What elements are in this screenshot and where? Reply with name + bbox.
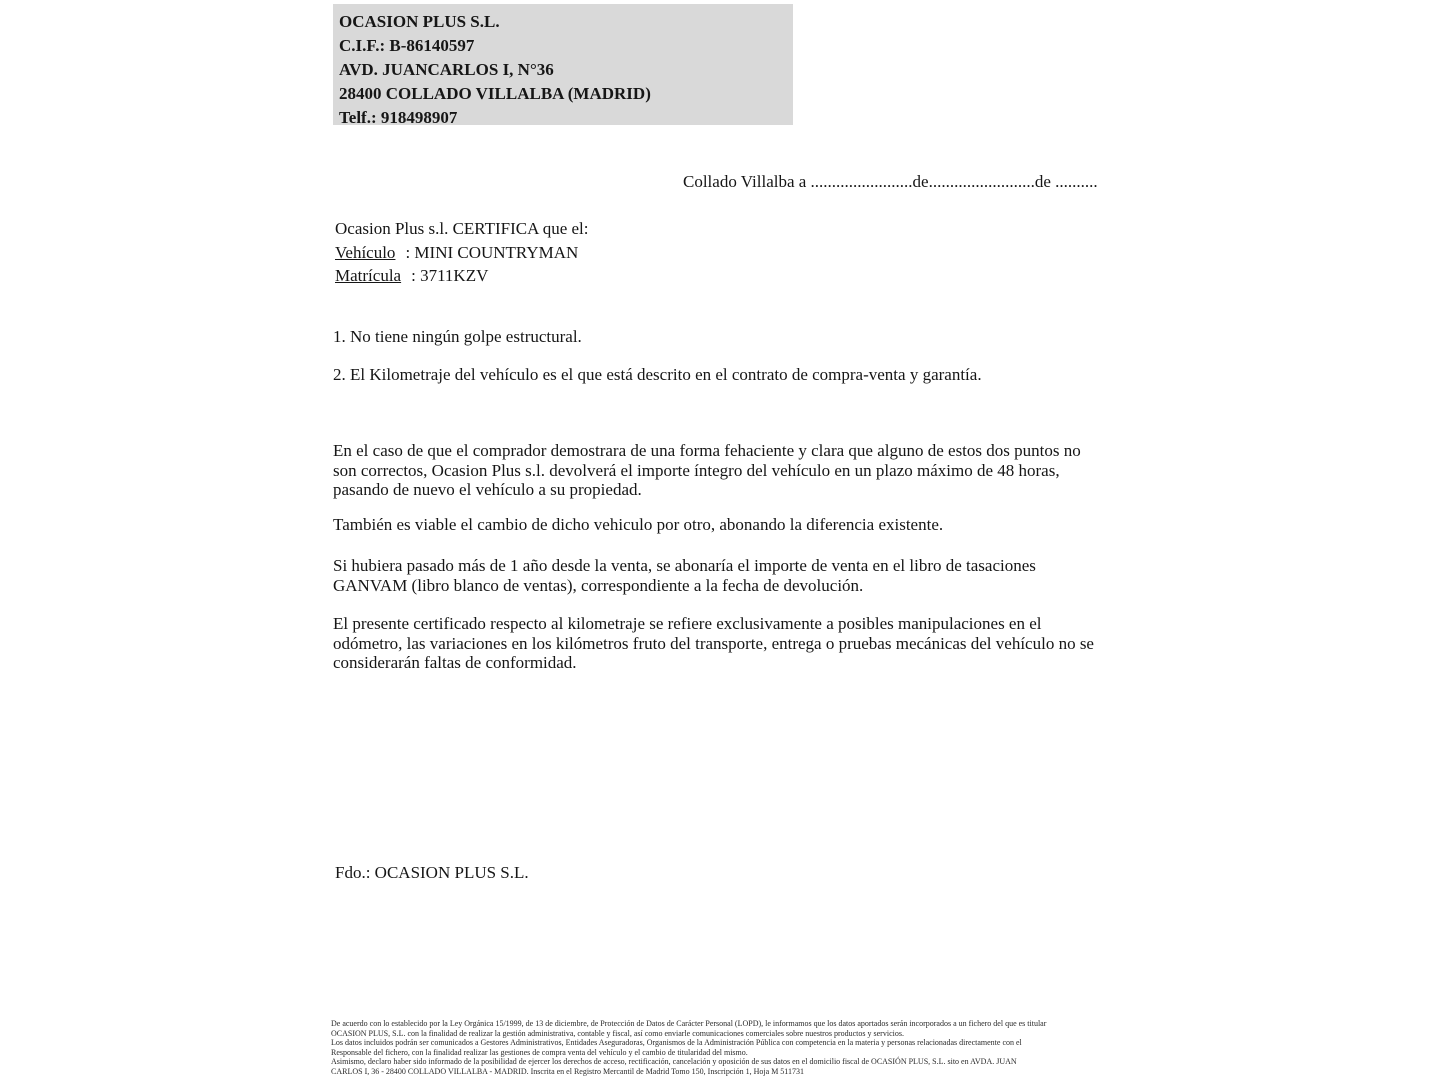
- certify-intro: Ocasion Plus s.l. CERTIFICA que el:: [335, 219, 589, 238]
- date-line: Collado Villalba a ........................de.........................de ..........: [683, 172, 1098, 191]
- footer-line: De acuerdo con lo establecido por la Ley Orgánica 15/1999, de 13 de diciembre, de Protección de Datos de Carácter Personal (LOPD), le informamos que los datos aportados serán incorporados a un fichero del que es titular: [331, 1019, 1047, 1028]
- certified-point-2: 2. El Kilometraje del vehículo es el que está descrito en el contrato de compra-venta y garantía.: [333, 365, 982, 384]
- footer-line: Responsable del fichero, con la finalidad realizar las gestiones de compra venta del vehículo y el cambio de titularidad del mismo.: [331, 1047, 748, 1057]
- vehicle-value: : MINI COUNTRYMAN: [405, 242, 579, 262]
- footer-line: Asimismo, declaro haber sido informado de la posibilidad de ejercer los derechos de acceso, rectificación, cancelación y oposición de sus datos en el domicilio fiscal de OCASIÓN PLUS, S.L. sito en AVDA. JUAN: [331, 1057, 1017, 1067]
- signature-line: Fdo.: OCASION PLUS S.L.: [335, 863, 529, 882]
- certification-block: [335, 217, 589, 288]
- footer-line: Los datos incluidos podrán ser comunicados a Gestores Administrativos, Entidades Aseguradoras, Organismos de la Administración Pública con competencia en la materia y personas relacionadas directamente con el: [331, 1038, 1022, 1048]
- vehicle-row: [335, 241, 589, 265]
- plate-value: : 3711KZV: [411, 266, 489, 285]
- company-address: AVD. JUANCARLOS I, N°36: [339, 60, 554, 79]
- plate-label: Matrícula: [335, 266, 402, 285]
- company-header-block: [333, 4, 793, 125]
- vehicle-label: Vehículo: [335, 242, 396, 262]
- paragraph-odometer-scope: El presente certificado respecto al kilometraje se refiere exclusivamente a posibles manipulaciones en el odómetro, las variaciones en los kilómetros fruto del transporte, entrega o pruebas mecánicas del vehículo no se considerarán faltas de conformidad.: [333, 614, 1094, 673]
- plate-row: [335, 264, 589, 288]
- company-cif: C.I.F.: B-86140597: [339, 36, 475, 55]
- paragraph-ganvam-valuation: Si hubiera pasado más de 1 año desde la venta, se abonaría el importe de venta en el libro de tasaciones GANVAM (libro blanco de ventas), correspondiente a la fecha de devolución.: [333, 556, 1036, 595]
- company-city: 28400 COLLADO VILLALBA (MADRID): [339, 84, 651, 103]
- footer-line: CARLOS I, 36 - 28400 COLLADO VILLALBA - MADRID. Inscrita en el Registro Mercantil de Madrid Tomo 150, Inscripción 1, Hoja M 511731: [331, 1066, 805, 1076]
- paragraph-exchange-option: También es viable el cambio de dicho vehiculo por otro, abonando la diferencia existente.: [333, 515, 944, 534]
- company-name: OCASION PLUS S.L.: [339, 12, 500, 31]
- footer-line: OCASION PLUS, S.L. con la finalidad de realizar la gestión administrativa, contable y fiscal, así como enviarle comunicaciones comerciales sobre nuestros productos y servicios.: [331, 1028, 904, 1038]
- legal-footer: [331, 1019, 1121, 1077]
- certified-point-1: 1. No tiene ningún golpe estructural.: [333, 327, 582, 346]
- company-phone: Telf.: 918498907: [339, 108, 458, 127]
- paragraph-refund-policy: En el caso de que el comprador demostrara de una forma fehaciente y clara que alguno de estos dos puntos no son correctos, Ocasion Plus s.l. devolverá el importe íntegro del vehículo en un plazo máximo de 48 horas, pasando de nuevo el vehículo a su propiedad.: [333, 441, 1081, 500]
